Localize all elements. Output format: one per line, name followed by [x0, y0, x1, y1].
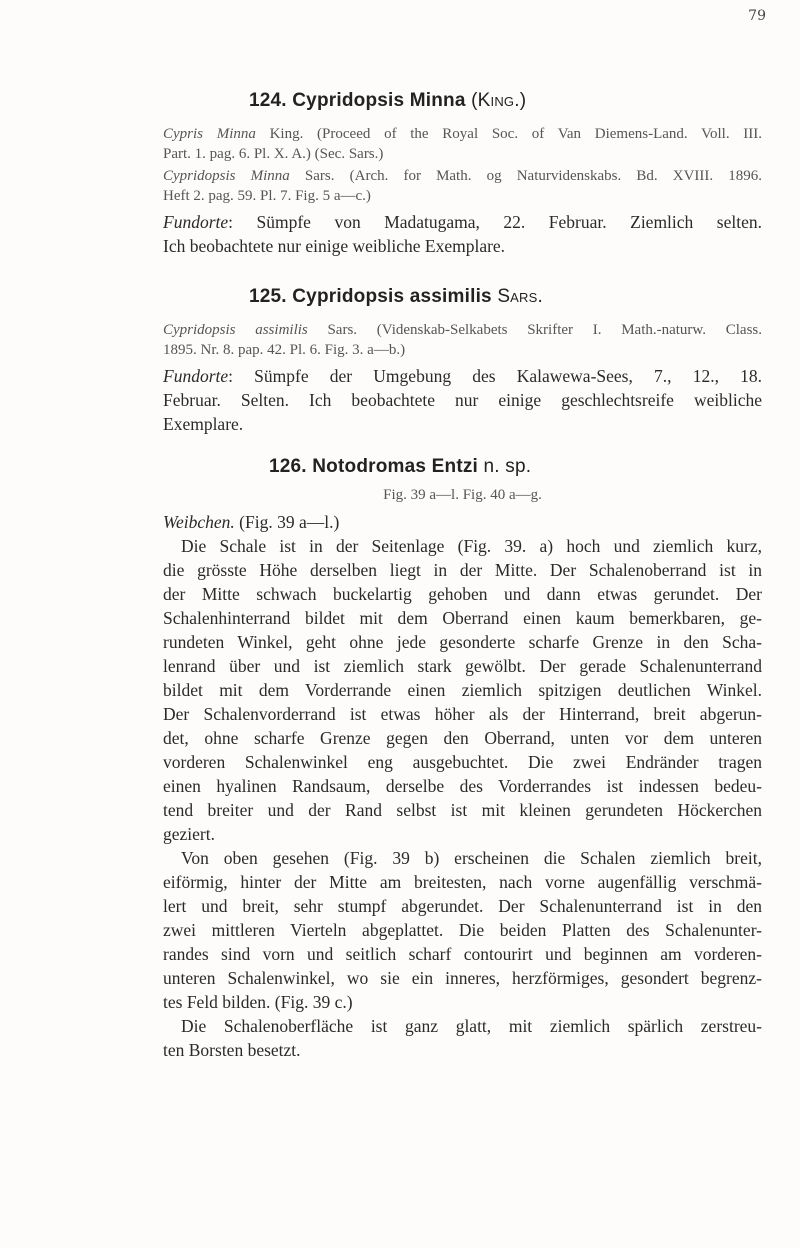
locality-line: Exemplare. [163, 414, 244, 434]
text-line: der Mitte schwach buckelartig gehoben und dann etwas gerundet. Der [163, 584, 762, 604]
locality-line: Februar. Selten. Ich beobachtete nur einige geschlechtsreife weibliche [163, 390, 762, 410]
text-line: unteren Schalenwinkel, wo sie ein inneres, herzförmiges, gesondert begrenz- [163, 968, 762, 988]
locality-label: Fundorte [163, 212, 229, 232]
locality-line [163, 364, 762, 388]
text-line: zwei mittleren Vierteln abgeplattet. Die beiden Platten des Schalenunter- [163, 920, 762, 940]
citation-line: 1895. Nr. 8. pap. 42. Pl. 6. Fig. 3. a—b.) [163, 342, 406, 358]
text-line: einen hyalinen Randsaum, derselbe des Vorderrandes ist indessen bedeu- [163, 776, 762, 796]
text-line: rundeten Winkel, geht ohne jede gesonderte scharfe Grenze in den Scha- [163, 632, 762, 652]
citation-taxon: Cypridopsis assimilis [163, 322, 308, 338]
subsection-figref: (Fig. 39 a—l.) [239, 512, 340, 532]
citation-text: Sars. (Videnskab-Selkabets Skrifter I. Math.-naturw. Class. [327, 322, 762, 338]
citation-taxon: Cypridopsis Minna [163, 168, 290, 184]
text-line: Von oben gesehen (Fig. 39 b) erscheinen die Schalen ziemlich breit, [181, 848, 762, 868]
heading-author: (King.) [471, 90, 527, 111]
heading-author: Sars. [497, 286, 543, 307]
citation-line: Heft 2. pag. 59. Pl. 7. Fig. 5 a—c.) [163, 188, 371, 204]
text-line: eiförmig, hinter der Mitte am breitesten, nach vorne augenfällig verschmä- [163, 872, 762, 892]
heading-name: Cypridopsis assimilis [292, 286, 492, 307]
citation-text: King. (Proceed of the Royal Soc. of Van Diemens-Land. Voll. III. [269, 126, 762, 142]
text-line: Die Schalenoberfläche ist ganz glatt, mit ziemlich spärlich zerstreu- [181, 1016, 762, 1036]
heading-name: Notodromas Entzi [312, 456, 479, 477]
locality-text: : Sümpfe der Umgebung des Kalawewa-Sees, 7., 12., 18. [228, 366, 762, 386]
heading-number: 124. [249, 90, 287, 111]
heading-number: 125. [249, 286, 287, 307]
text-line: randes sind vorn und seitlich scharf contourirt und beginnen am vorderen- [163, 944, 762, 964]
species-heading-126 [269, 456, 531, 478]
citation-text: Sars. (Arch. for Math. og Naturvidenskabs. Bd. XVIII. 1896. [304, 168, 762, 184]
figure-reference: Fig. 39 a—l. Fig. 40 a—g. [383, 487, 542, 503]
subsection-heading [163, 510, 762, 534]
text-line: det, ohne scharfe Grenze gegen den Oberrand, unten vor dem unteren [163, 728, 762, 748]
heading-number: 126. [269, 456, 307, 477]
subsection-label: Weibchen. [163, 512, 235, 532]
species-heading-125 [249, 286, 543, 308]
heading-name: Cypridopsis Minna [292, 90, 466, 111]
locality-line [163, 210, 762, 234]
text-line: Schalenhinterrand bildet mit dem Oberrand einen kaum bemerkbaren, ge- [163, 608, 762, 628]
text-line: ten Borsten besetzt. [163, 1040, 301, 1060]
heading-author: n. sp. [483, 456, 532, 477]
locality-text: : Sümpfe von Madatugama, 22. Februar. Ziemlich selten. [228, 212, 762, 232]
text-line: lenrand über und ist ziemlich stark gewölbt. Der gerade Schalenunterrand [163, 656, 762, 676]
text-line: tes Feld bilden. (Fig. 39 c.) [163, 992, 353, 1012]
citation-line: Part. 1. pag. 6. Pl. X. A.) (Sec. Sars.) [163, 146, 384, 162]
text-line: die grösste Höhe derselben liegt in der Mitte. Der Schalenoberrand ist in [163, 560, 762, 580]
text-line: bildet mit dem Vorderrande einen ziemlich spitzigen deutlichen Winkel. [163, 680, 762, 700]
text-line: geziert. [163, 824, 215, 844]
text-line: Der Schalenvorderrand ist etwas höher als der Hinterrand, breit abgerun- [163, 704, 762, 724]
locality-line: Ich beobachtete nur einige weibliche Exemplare. [163, 236, 506, 256]
text-line: lert und breit, sehr stumpf abgerundet. Der Schalenunterrand ist in den [163, 896, 762, 916]
page-number: 79 [748, 8, 766, 24]
species-heading-124 [249, 90, 526, 112]
locality-label: Fundorte [163, 366, 229, 386]
text-line: tend breiter und der Rand selbst ist mit kleinen gerundeten Höckerchen [163, 800, 762, 820]
citation-taxon: Cypris Minna [163, 126, 256, 142]
text-line: Die Schale ist in der Seitenlage (Fig. 39. a) hoch und ziemlich kurz, [181, 536, 762, 556]
text-line: vorderen Schalenwinkel eng ausgebuchtet. Die zwei Endränder tragen [163, 752, 762, 772]
